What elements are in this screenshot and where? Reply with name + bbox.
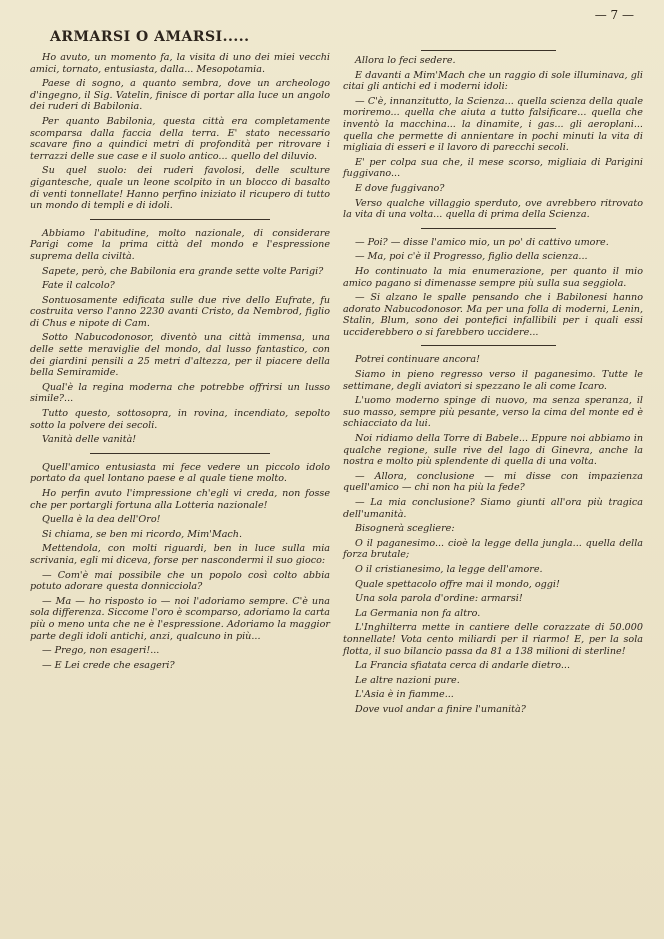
paragraph: Per quanto Babilonia, questa città era completamente scomparsa dalla faccia della terra. E' stato necessario scavare fino a quindici metri di profondità per ritrovare i terrazzi delle sue case e il suolo antico... quello del diluvio. <box>30 115 330 162</box>
paragraph: Allora lo feci sedere. <box>355 55 456 66</box>
paragraph: Quella è la dea dell'Oro! <box>42 514 161 526</box>
paragraph: Le altre nazioni pure. <box>355 674 460 686</box>
paragraph: Potrei continuare ancora! <box>355 354 480 366</box>
paragraph: Siamo in pieno regresso verso il paganesimo. Tutte le settimane, degli aviatori si spezzano le ali come Icaro. <box>343 369 643 392</box>
left-section-3 <box>30 462 330 672</box>
paragraph: — Prego, non esageri!... <box>42 645 160 657</box>
paragraph: Ho perfin avuto l'impressione ch'egli vi creda, non fosse che per portargli fortuna alla Lotteria nazionale! <box>30 488 330 511</box>
paragraph: Abbiamo l'abitudine, molto nazionale, di considerare Parigi come la prima città del mondo e l'espressione suprema della civiltà. <box>30 227 330 262</box>
paragraph: La Francia sfiatata cerca di andarle dietro... <box>355 660 570 672</box>
paragraph: O il paganesimo... cioè la legge della jungla... quella della forza brutale; <box>343 537 643 561</box>
paragraph: Quell'amico entusiasta mi fece vedere un piccolo idolo portato da quel lontano paese e al quale tiene molto. <box>30 461 330 485</box>
paragraph: Ho avuto, un momento fa, la visita di uno dei miei vecchi amici, tornato, entusiasta, dalla... Mesopotamia. <box>30 52 330 75</box>
section-divider <box>421 345 556 346</box>
paragraph: Dove vuol andar a finire l'umanità? <box>355 703 526 715</box>
paragraph: Una sola parola d'ordine: armarsi! <box>355 593 523 605</box>
section-divider <box>90 453 270 454</box>
paragraph: L'Inghilterra mette in cantiere delle corazzate di 50.000 tonnellate! Vota cento miliardi per il riarmo! E, per la sola flotta, il suo bilancio passa da 81 a 138 milioni di sterline! <box>343 622 643 657</box>
right-column <box>343 50 643 719</box>
paragraph: L'Asia è in fiamme... <box>355 689 454 701</box>
paragraph: E davanti a Mim'Mach che un raggio di sole illuminava, gli citai gli antichi ed i moderni idoli: <box>343 69 643 93</box>
paragraph: — Com'è mai possibile che un popolo così colto abbia potuto adorare questa donnicciola? <box>30 569 330 593</box>
paragraph: Noi ridiamo della Torre di Babele... Eppure noi abbiamo in qualche regione, sulle rive del lago di Ginevra, anche la nostra e molto più splendente di quella di una volta. <box>343 433 643 468</box>
paragraph: Qual'è la regina moderna che potrebbe offrirsi un lusso simile?... <box>30 381 330 405</box>
left-column <box>30 52 330 674</box>
paragraph: Mettendola, con molti riguardi, ben in luce sulla mia scrivania, egli mi diceva, forse per nascondermi il suo gioco: <box>30 543 330 566</box>
paragraph: — Allora, conclusione — mi disse con impazienza quell'amico — chi non ha più la fede? <box>343 470 643 494</box>
paragraph: Si chiama, se ben mi ricordo, Mim'Mach. <box>42 528 243 540</box>
article-title: ARMARSI O AMARSI..... <box>50 29 250 45</box>
left-section-2 <box>30 228 330 446</box>
paragraph: Quale spettacolo offre mai il mondo, oggi! <box>355 578 560 590</box>
paragraph: O il cristianesimo, la legge dell'amore. <box>355 563 543 575</box>
paragraph: Tutto questo, sottosopra, in rovina, incendiato, sepolto sotto la polvere dei secoli. <box>30 408 330 431</box>
paragraph: — Poi? — disse l'amico mio, un po' di cattivo umore. <box>355 236 609 248</box>
section-divider <box>90 219 270 220</box>
right-section-1 <box>343 55 643 221</box>
paragraph: E dove fuggivano? <box>355 182 445 194</box>
paragraph: Ho continuato la mia enumerazione, per quanto il mio amico pagano si dimenasse sempre più sulla sua seggiola. <box>343 265 643 289</box>
paragraph: Fate il calcolo? <box>42 280 115 292</box>
paragraph: — E Lei crede che esageri? <box>42 659 175 671</box>
paragraph: — C'è, innanzitutto, la Scienza... quella scienza della quale moriremo... quella che aiuta a tutto falsificare... quella che inventò la macchina... la dinamite, i gas... gli aeroplani... quella che permette di annientare in pochi minuti la vita di migliaia di esseri e il lavoro di parecchi secoli. <box>343 95 643 154</box>
paragraph: Sapete, però, che Babilonia era grande sette volte Parigi? <box>42 265 324 277</box>
page-number: — 7 — <box>594 8 634 22</box>
paragraph: Vanità delle vanità! <box>42 434 137 446</box>
paragraph: Paese di sogno, a quanto sembra, dove un archeologo d'ingegno, il Sig. Vatelin, finisce di portar alla luce un angolo dei ruderi di Babilonia. <box>30 78 330 113</box>
paragraph: E' per colpa sua che, il mese scorso, migliaia di Parigini fuggivano... <box>343 156 643 180</box>
paragraph: — Si alzano le spalle pensando che i Babilonesi hanno adorato Nabucodonosor. Ma per una folla di moderni, Lenin, Stalin, Blum, sono dei pontefici infallibili per i quali essi ucciderebbero o si farebbero uccidere... <box>343 292 643 338</box>
left-section-1 <box>30 52 330 212</box>
paragraph: Sotto Nabucodonosor, diventò una città immensa, una delle sette meraviglie del mondo, dal lusso fantastico, con dei giardini pensili a 25 metri d'altezza, per il piacere della bella Semiramide. <box>30 332 330 379</box>
paragraph: — Ma — ho risposto io — noi l'adoriamo sempre. C'è una sola differenza. Siccome l'oro è scomparso, adoriamo la carta più o meno unta che ne è l'espressione. Adoriamo la maggior parte degli idoli antichi, anzi, qualcuno in più... <box>30 595 330 642</box>
paragraph: La Germania non fa altro. <box>355 607 481 619</box>
paragraph: — La mia conclusione? Siamo giunti all'ora più tragica dell'umanità. <box>343 497 643 520</box>
section-divider <box>421 50 556 51</box>
right-section-2 <box>343 237 643 339</box>
paragraph: L'uomo moderno spinge di nuovo, ma senza speranza, il suo masso, sempre più pesante, verso la cima del monte ed è schiacciato da lui. <box>343 395 643 430</box>
paragraph: Su quel suolo: dei ruderi favolosi, delle sculture gigantesche, quale un leone scolpito in un blocco di basalto di venti tonnellate! Hanno perfino iniziato il ricupero di tutto un mondo di templi e di idoli. <box>30 165 330 212</box>
section-divider <box>421 228 556 229</box>
paragraph: — Ma, poi c'è il Progresso, figlio della scienza... <box>355 251 588 263</box>
paragraph: Bisognerà scegliere: <box>355 523 455 535</box>
paragraph: Sontuosamente edificata sulle due rive dello Eufrate, fu costruita verso l'anno 2230 avanti Cristo, da Nembrod, figlio di Chus e nipote di Cam. <box>30 294 330 329</box>
right-section-3 <box>343 354 643 715</box>
paragraph: Verso qualche villaggio sperduto, ove avrebbero ritrovato la vita di una volta... quella di prima della Scienza. <box>343 197 643 221</box>
